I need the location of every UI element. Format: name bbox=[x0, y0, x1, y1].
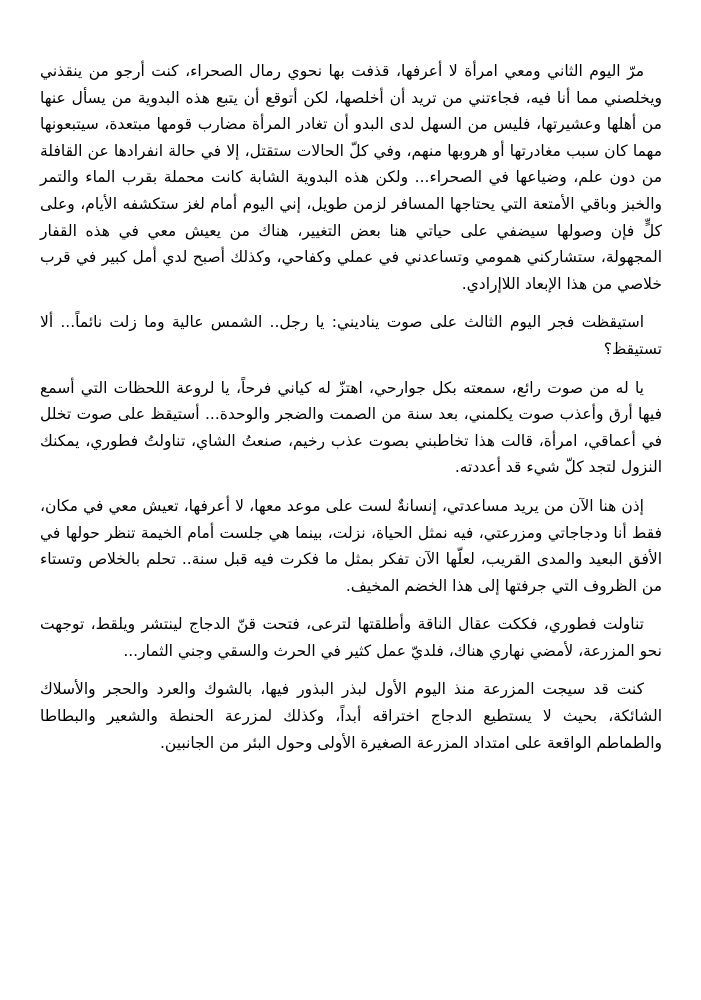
paragraph-3: يا له من صوت رائع، سمعته بكل جوارحي، اهتزّ له كياني فرحاً، يا لروعة اللحظات التي أسمع فيها أرق وأعذب صوت يكلمني، بعد سنة من الصمت والضجر والوحدة... أستيقظ على صوت تخلل في أعماقي، امرأة، قالت هذا تخاطبني بصوت عذب رخيم، صنعتُ الشاي، تناولتُ فطوري، يمكنك النزول لتجد كلّ شيء قد أعددته. bbox=[40, 378, 662, 477]
paragraph-1: مرّ اليوم الثاني ومعي امرأة لا أعرفها، قذفت بها نحوي رمال الصحراء، كنت أرجو من ينقذني ويخلصني مما أنا فيه، فجاءتني من تريد أن أخلصها، لكن أتوقع أن يتبع هذه البدوية من يسأل عنها من أهلها وعشيرتها، فليس من السهل لدى البدو أن تغادر المرأة مضارب قومها مبتعدة، سيتبعونها مهما كان سبب مغادرتها أو هروبها منهم، وفي كلّ الحالات ستقتل، إلا في حالة انفرادها عن القافلة من دون علم، وضياعها في الصحراء... ولكن هذه البدوية الشابة كانت محملة بقرب الماء والتمر والخبز وباقي الأمتعة التي يحتاجها المسافر لزمن طويل، إني اليوم أمام لغز ستكشفه الأيام، وعلى كلٍّ فإن وصولها سيضفي على حياتي هنا بعض التغيير، هناك من يعيش معي في هذه القفار المجهولة، ستشاركني همومي وتساعدني في عملي وكفاحي، وكذلك أصبح لدي أمل كبير في قرب خلاصي من هذا الإبعاد اللاإرادي. bbox=[40, 62, 662, 293]
paragraph-2: استيقظت فجر اليوم الثالث على صوت يناديني: يا رجل.. الشمس عالية وما زلت نائماً... ألا تستيقظ؟ bbox=[40, 313, 662, 358]
paragraph-4: إذن هنا الآن من يريد مساعدتي، إنسانةٌ لست على موعد معها، لا أعرفها، تعيش معي في مكان، فقط أنا ودجاجاتي ومزرعتي، فيه نمثل الحياة، نزلت، بينما هي جلست أمام الخيمة تنظر حولها في الأفق البعيد والمدى القريب، لعلّها الآن تفكر بمثل ما فكرت فيه قبل سنة.. تحلم بالخلاص وتستاء من الظروف التي جرفتها إلى هذا الخضم المخيف. bbox=[40, 496, 662, 595]
paragraph-5: تناولت فطوري، فككت عقال الناقة وأطلقتها لترعى، فتحت قنّ الدجاج لينتشر ويلقط، توجهت نحو المزرعة، لأمضي نهاري هناك، فلديّ عمل كثير في الحرث والسقي وجني الثمار... bbox=[40, 615, 662, 660]
document-page bbox=[40, 58, 662, 768]
paragraph-6: كنت قد سيجت المزرعة منذ اليوم الأول لبذر البذور فيها، بالشوك والعرد والحجر والأسلاك الشائكة، بحيث لا يستطيع الدجاج اختراقه أبداً، وكذلك لمزرعة الحنطة والشعير والبطاطا والطماطم الواقعة على امتداد المزرعة الصغيرة الأولى وحول البئر من الجانبين. bbox=[40, 680, 662, 752]
